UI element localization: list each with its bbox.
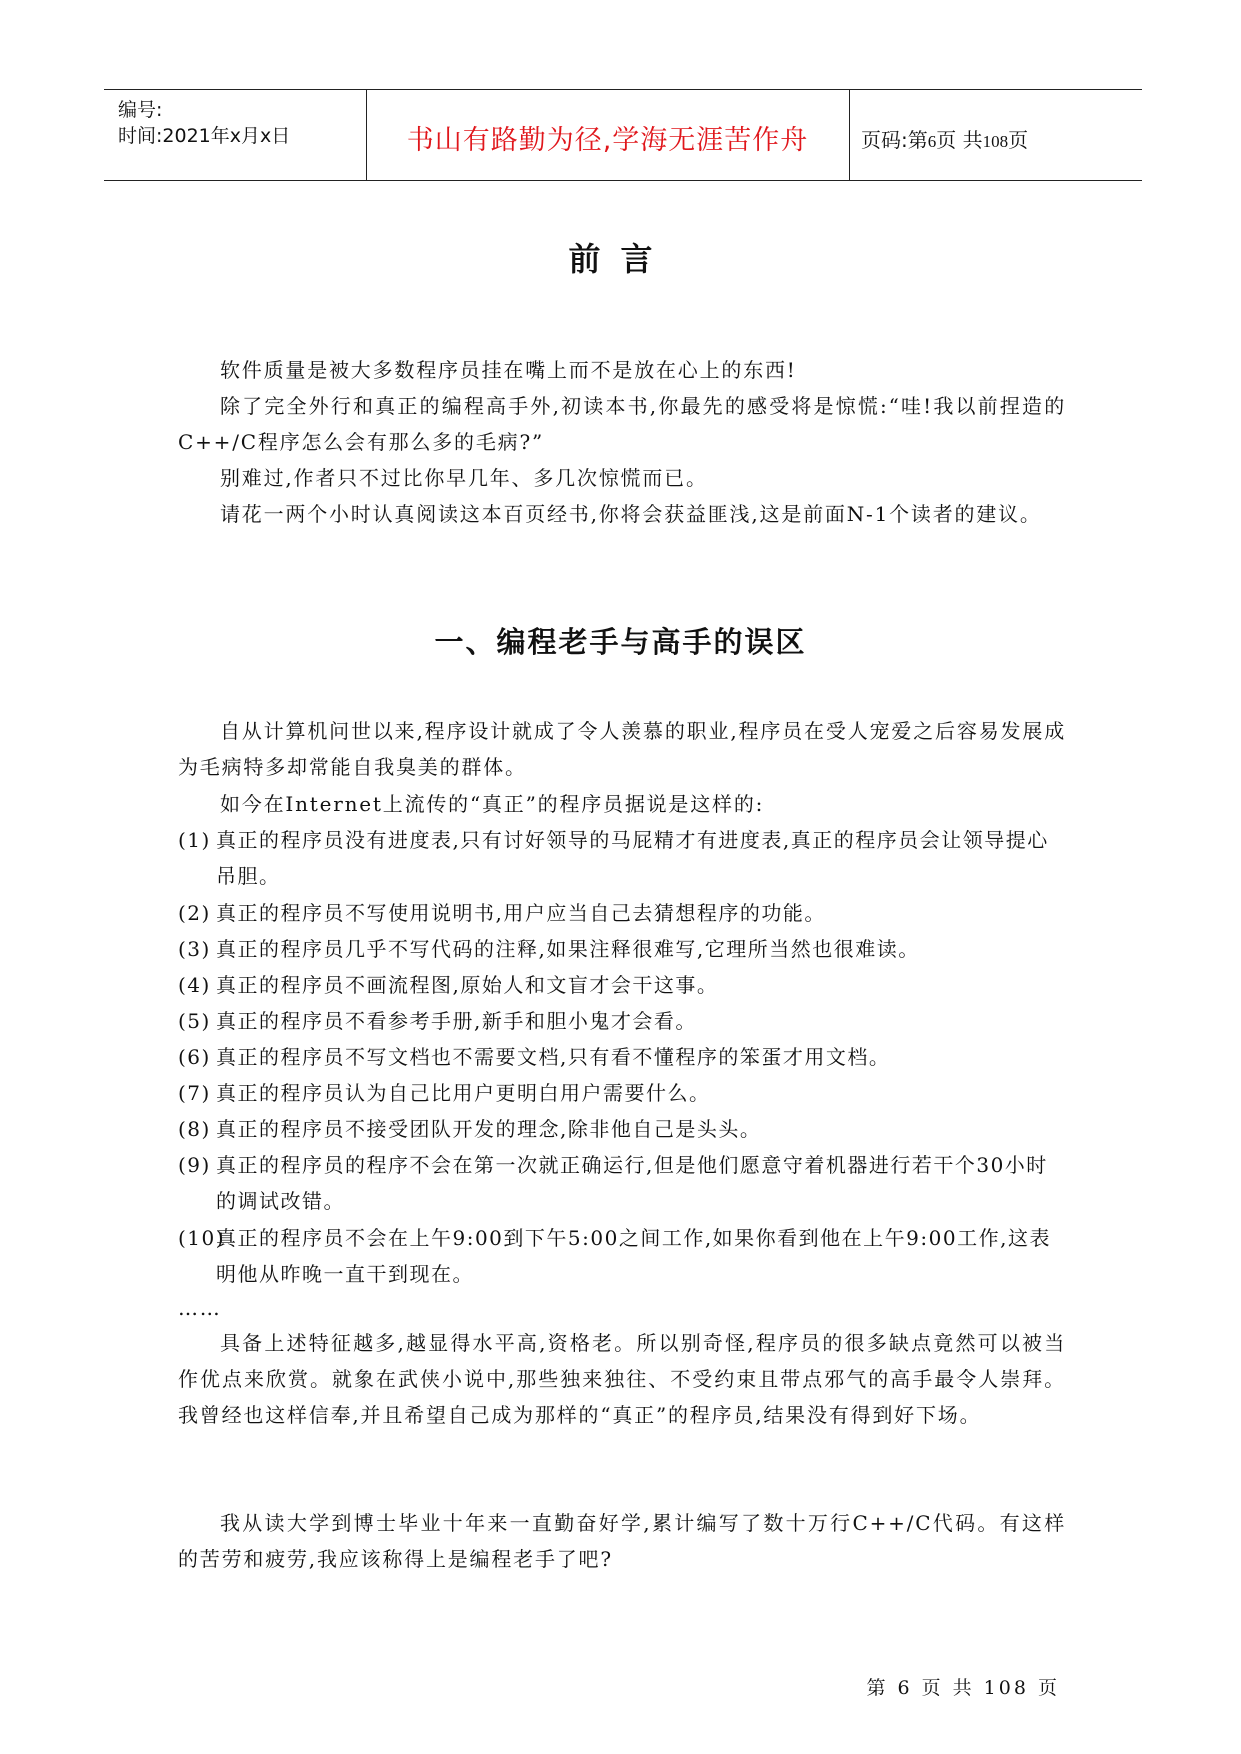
list-item	[178, 1003, 1066, 1039]
page-footer: 第 6 页 共 108 页	[866, 1677, 1060, 1699]
page-code-prefix: 页码:第	[861, 128, 928, 152]
page-code-middle: 页 共	[936, 128, 983, 152]
section-title: 一、编程老手与高手的误区	[434, 625, 807, 659]
list-item	[178, 1147, 1066, 1219]
header-motto: 书山有路勤为径,学海无涯苦作舟	[406, 125, 809, 156]
list-item-text: 真正的程序员几乎不写代码的注释,如果注释很难写,它理所当然也很难读。	[216, 937, 920, 961]
header-right-cell	[849, 90, 1142, 180]
list-item	[178, 1039, 1066, 1075]
header-middle-cell	[366, 90, 850, 180]
list-item	[178, 895, 1066, 931]
list-item	[178, 822, 1066, 894]
page-code-total: 108	[982, 132, 1009, 151]
list-item-text: 真正的程序员不看参考手册,新手和胆小鬼才会看。	[216, 1009, 697, 1033]
list-item-number: (7)	[178, 1081, 211, 1105]
list-item	[178, 1220, 1066, 1292]
list-item-number: (8)	[178, 1117, 211, 1141]
list-item-text: 真正的程序员不接受团队开发的理念,除非他自己是头头。	[216, 1117, 762, 1141]
page-header	[104, 89, 1142, 181]
section-paragraph: 自从计算机问世以来,程序设计就成了令人羡慕的职业,程序员在受人宠爱之后容易发展成为毛病特多却常能自我臭美的群体。	[178, 719, 1066, 779]
list-item	[178, 1111, 1066, 1147]
list-item	[178, 931, 1066, 967]
list-item-number: (9)	[178, 1153, 211, 1177]
preface-paragraph: 请花一两个小时认真阅读这本百页经书,你将会获益匪浅,这是前面N-1个读者的建议。	[220, 502, 1042, 526]
list-item	[178, 1075, 1066, 1111]
list-item-number: (3)	[178, 937, 211, 961]
serial-label: 编号:	[118, 99, 163, 121]
ellipsis: ……	[178, 1296, 222, 1320]
list-item-text: 真正的程序员没有进度表,只有讨好领导的马屁精才有进度表,真正的程序员会让领导提心吊胆。	[216, 828, 1049, 888]
header-left-cell	[104, 90, 367, 180]
list-item-text: 真正的程序员不写使用说明书,用户应当自己去猜想程序的功能。	[216, 901, 826, 925]
preface-paragraph: 软件质量是被大多数程序员挂在嘴上而不是放在心上的东西!	[220, 358, 797, 382]
list-item-number: (2)	[178, 901, 211, 925]
page-code-number: 6	[927, 132, 937, 151]
list-item-text: 真正的程序员不写文档也不需要文档,只有看不懂程序的笨蛋才用文档。	[216, 1045, 891, 1069]
preface-paragraph: 除了完全外行和真正的编程高手外,初读本书,你最先的感受将是惊慌:“哇!我以前捏造的C++/C程序怎么会有那么多的毛病?”	[178, 394, 1066, 454]
list-item-number: (5)	[178, 1009, 211, 1033]
list-item-text: 真正的程序员不会在上午9:00到下午5:00之间工作,如果你看到他在上午9:00工作,这表明他从昨晚一直干到现在。	[216, 1226, 1051, 1286]
time-label: 时间:2021年x月x日	[118, 125, 291, 147]
list-item	[178, 967, 1066, 1003]
preface-title: 前言	[568, 240, 673, 278]
header-page-code	[861, 124, 1028, 153]
section-paragraph: 具备上述特征越多,越显得水平高,资格老。所以别奇怪,程序员的很多缺点竟然可以被当作优点来欣赏。就象在武侠小说中,那些独来独往、不受约束且带点邪气的高手最令人崇拜。我曾经也这样信奉,并且希望自己成为那样的“真正”的程序员,结果没有得到好下场。	[178, 1331, 1066, 1427]
list-item-number: (4)	[178, 973, 211, 997]
list-item-number: (6)	[178, 1045, 211, 1069]
list-item-text: 真正的程序员认为自己比用户更明白用户需要什么。	[216, 1081, 711, 1105]
list-item-text: 真正的程序员的程序不会在第一次就正确运行,但是他们愿意守着机器进行若干个30小时的调试改错。	[216, 1153, 1048, 1213]
section-paragraph: 我从读大学到博士毕业十年来一直勤奋好学,累计编写了数十万行C++/C代码。有这样的苦劳和疲劳,我应该称得上是编程老手了吧?	[178, 1511, 1066, 1571]
list-item-number: (10)	[178, 1226, 226, 1250]
page-code-suffix: 页	[1008, 128, 1029, 152]
list-item-number: (1)	[178, 828, 211, 852]
section-paragraph: 如今在Internet上流传的“真正”的程序员据说是这样的:	[220, 792, 765, 816]
preface-paragraph: 别难过,作者只不过比你早几年、多几次惊慌而已。	[220, 466, 708, 490]
list-item-text: 真正的程序员不画流程图,原始人和文盲才会干这事。	[216, 973, 719, 997]
